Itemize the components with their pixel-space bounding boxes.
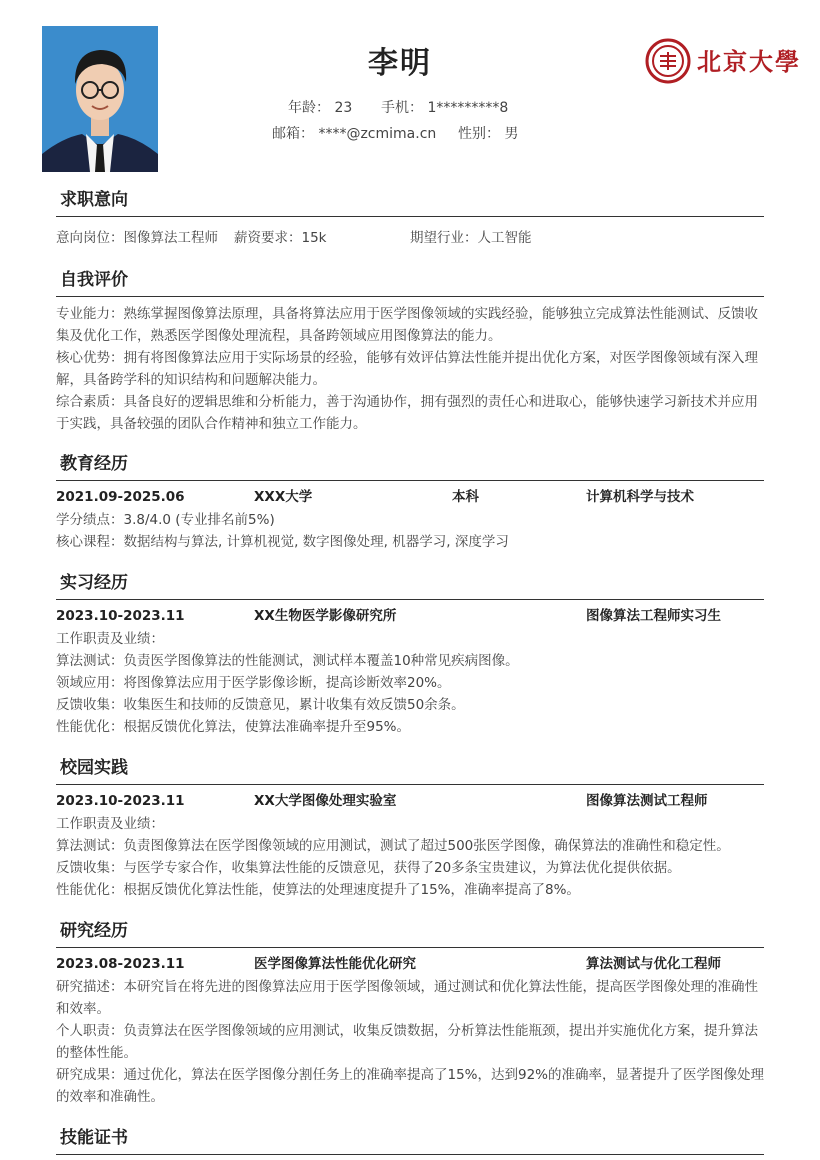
internship-line: 算法测试：负责医学图像算法的性能测试，测试样本覆盖10种常见疾病图像。 — [56, 653, 519, 669]
campus-line: 算法测试：负责图像算法在医学图像领域的应用测试，测试了超过500张医学图像，确保算法的准确性和稳定性。 — [56, 838, 730, 854]
campus-line: 反馈收集：与医学专家合作，收集算法性能的反馈意见，获得了20多条宝贵建议，为算法优化提供依据。 — [56, 860, 681, 876]
section-campus — [56, 756, 764, 901]
gender-info — [458, 123, 518, 143]
section-divider — [56, 599, 764, 600]
campus-header-row — [56, 789, 764, 813]
self-eval-item: 专业能力：熟练掌握图像算法原理，具备将算法应用于医学图像领域的实践经验，能够独立完成算法性能测试、反馈收集及优化工作，熟悉医学图像处理流程，具备跨领域应用图像算法的能力。 — [56, 306, 758, 344]
email-label: 邮箱： — [272, 126, 314, 142]
internship-org: XX生物医学影像研究所 — [254, 608, 397, 624]
internship-line: 工作职责及业绩： — [56, 631, 164, 647]
section-title: 研究经历 — [60, 921, 128, 941]
section-title: 自我评价 — [60, 270, 128, 290]
research-item: 研究描述：本研究旨在将先进的图像算法应用于医学图像领域，通过测试和优化算法性能，提高医学图像处理的准确性和效率。 — [56, 979, 758, 1017]
university-logo-text: 北京大學 — [697, 47, 801, 76]
phone-info — [381, 97, 508, 117]
campus-role: 图像算法测试工程师 — [586, 793, 708, 809]
section-divider — [56, 296, 764, 297]
section-self-eval — [56, 268, 764, 435]
intent-position: 意向岗位：图像算法工程师 — [56, 230, 218, 246]
research-item: 个人职责：负责算法在医学图像领域的应用测试，收集反馈数据，分析算法性能瓶颈，提出并实施优化方案，提升算法的整体性能。 — [56, 1023, 758, 1061]
intent-row — [56, 227, 764, 251]
education-school: XXX大学 — [254, 489, 313, 505]
candidate-name: 李明 — [368, 46, 432, 81]
section-title: 求职意向 — [60, 190, 128, 210]
section-title: 校园实践 — [60, 758, 128, 778]
intent-salary: 薪资要求：15k — [234, 230, 327, 246]
campus-line: 性能优化：根据反馈优化算法性能，使算法的处理速度提升了15%，准确率提高了8%。 — [56, 882, 580, 898]
research-header-row — [56, 952, 764, 976]
section-divider — [56, 947, 764, 948]
phone-label: 手机： — [381, 100, 423, 116]
internship-line: 领域应用：将图像算法应用于医学影像诊断，提高诊断效率20%。 — [56, 675, 451, 691]
email-info — [272, 123, 436, 143]
intent-industry: 期望行业：人工智能 — [410, 230, 532, 246]
section-research — [56, 919, 764, 1108]
age-value: 23 — [334, 100, 353, 116]
section-title: 技能证书 — [60, 1128, 128, 1148]
education-degree: 本科 — [452, 489, 479, 505]
section-skills — [56, 1126, 764, 1155]
section-title: 教育经历 — [60, 454, 128, 474]
section-education — [56, 452, 764, 553]
gender-value: 男 — [504, 126, 519, 142]
research-project: 医学图像算法性能优化研究 — [254, 956, 416, 972]
section-job-intent — [56, 188, 764, 251]
education-major: 计算机科学与技术 — [586, 489, 694, 505]
university-seal-icon — [645, 38, 691, 84]
section-title: 实习经历 — [60, 573, 128, 593]
university-logo — [645, 38, 801, 84]
education-courses: 核心课程：数据结构与算法, 计算机视觉, 数字图像处理, 机器学习, 深度学习 — [56, 534, 509, 550]
internship-line: 性能优化：根据反馈优化算法，使算法准确率提升至95%。 — [56, 719, 411, 735]
section-internship — [56, 571, 764, 738]
internship-date: 2023.10-2023.11 — [56, 608, 185, 624]
section-divider — [56, 216, 764, 217]
self-eval-item: 核心优势：拥有将图像算法应用于实际场景的经验，能够有效评估算法性能并提出优化方案，对医学图像领域有深入理解，具备跨学科的知识结构和问题解决能力。 — [56, 350, 758, 388]
internship-role: 图像算法工程师实习生 — [586, 608, 721, 624]
campus-date: 2023.10-2023.11 — [56, 793, 185, 809]
internship-header-row — [56, 604, 764, 628]
education-gpa: 学分绩点：3.8/4.0 (专业排名前5%) — [56, 512, 275, 528]
phone-value: 1*********8 — [427, 100, 509, 116]
section-divider — [56, 784, 764, 785]
campus-line: 工作职责及业绩： — [56, 816, 164, 832]
research-item: 研究成果：通过优化，算法在医学图像分割任务上的准确率提高了15%，达到92%的准确率，显著提升了医学图像处理的效率和准确性。 — [56, 1067, 765, 1105]
section-divider — [56, 480, 764, 481]
self-eval-item: 综合素质：具备良好的逻辑思维和分析能力，善于沟通协作，拥有强烈的责任心和进取心，能够快速学习新技术并应用于实践，具备较强的团队合作精神和独立工作能力。 — [56, 394, 758, 432]
age-info — [288, 97, 352, 117]
gender-label: 性别： — [458, 126, 500, 142]
research-role: 算法测试与优化工程师 — [586, 956, 721, 972]
email-value: ****@zcmima.cn — [318, 126, 437, 142]
education-header-row — [56, 485, 764, 509]
internship-line: 反馈收集：收集医生和技师的反馈意见，累计收集有效反馈50余条。 — [56, 697, 465, 713]
research-date: 2023.08-2023.11 — [56, 956, 185, 972]
section-divider — [56, 1154, 764, 1155]
education-date: 2021.09-2025.06 — [56, 489, 185, 505]
campus-org: XX大学图像处理实验室 — [254, 793, 397, 809]
age-label: 年龄： — [288, 100, 330, 116]
